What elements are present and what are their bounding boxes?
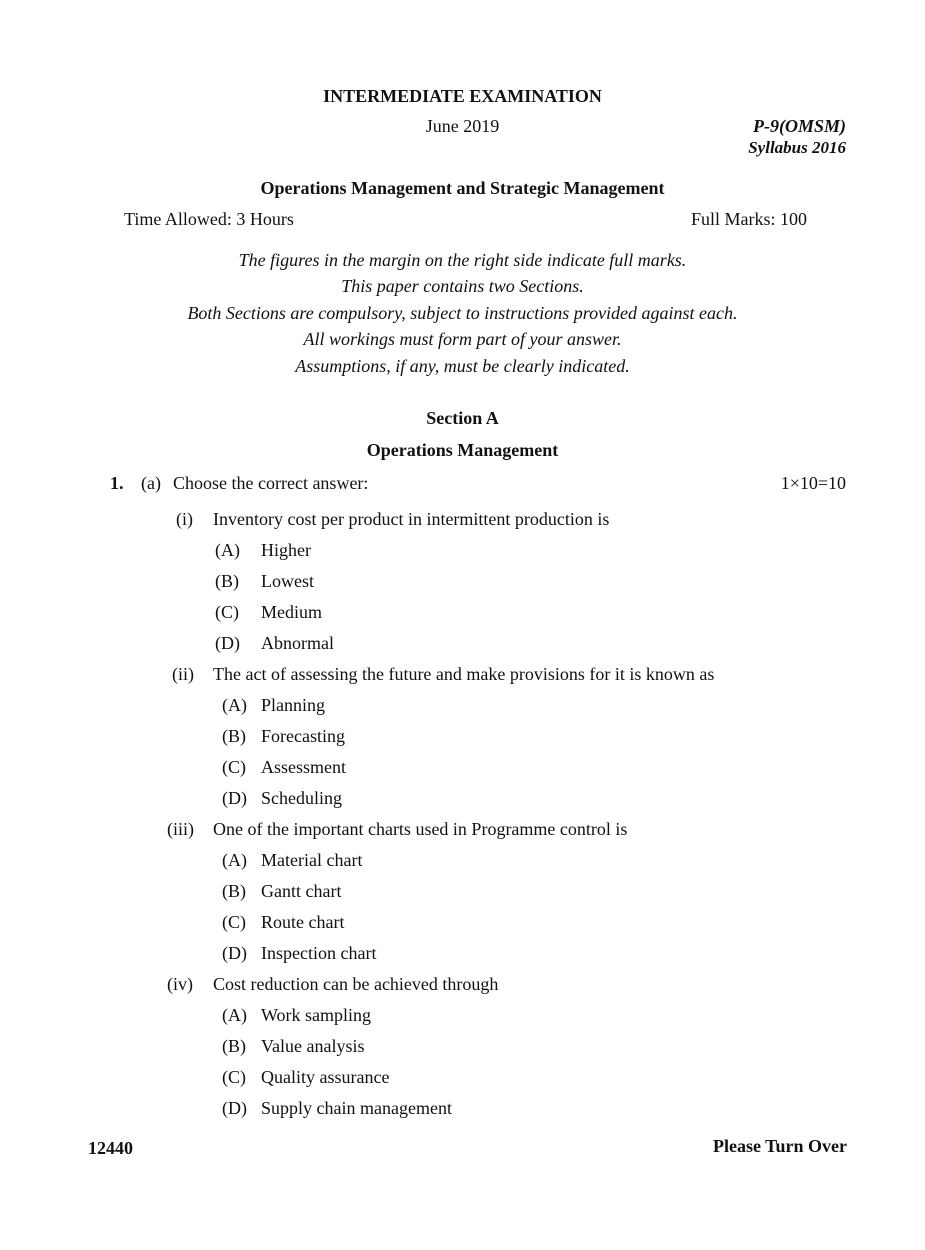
option-label: (D) [222,1098,247,1118]
option-text: Route chart [261,912,345,932]
instruction-line: Both Sections are compulsory, subject to instructions provided against each. [187,303,738,323]
option-label: (A) [222,850,247,870]
option-text: Forecasting [261,726,345,746]
syllabus-label: Syllabus 2016 [748,138,846,157]
option-text: Lowest [261,571,314,591]
item-number: (ii) [172,664,194,684]
option-text: Work sampling [261,1005,372,1025]
paper-code: P-9(OMSM) [753,116,846,136]
instruction-line: The figures in the margin on the right side indicate full marks. [238,250,687,270]
option-text: Medium [261,602,322,622]
item-number: (i) [176,509,193,529]
option-text: Value analysis [261,1036,365,1056]
instruction-line: All workings must form part of your answer. [303,329,622,349]
option-text: Higher [261,540,311,560]
question-prompt: Choose the correct answer: [173,473,369,493]
exam-session: June 2019 [425,116,500,136]
subject-title: Operations Management and Strategic Management [260,178,665,198]
option-label: (A) [222,1005,247,1025]
option-text: Scheduling [261,788,342,808]
option-label: (B) [215,571,239,591]
option-text: Planning [261,695,326,715]
item-number: (iii) [167,819,194,839]
question-number: 1. [110,473,124,493]
item-text: Inventory cost per product in intermittent production is [213,509,610,529]
option-text: Quality assurance [261,1067,390,1087]
question-marks: 1×10=10 [780,473,846,493]
full-marks: Full Marks: 100 [690,209,807,229]
option-label: (A) [222,695,247,715]
option-label: (B) [222,881,246,901]
instruction-line: Assumptions, if any, must be clearly indicated. [295,356,630,376]
item-number: (iv) [167,974,193,994]
option-label: (D) [215,633,240,653]
option-text: Supply chain management [261,1098,452,1118]
option-label: (D) [222,788,247,808]
item-text: The act of assessing the future and make provisions for it is known as [213,664,715,684]
option-text: Inspection chart [261,943,377,963]
option-label: (B) [222,726,246,746]
option-label: (C) [222,912,246,932]
section-subtitle: Operations Management [366,440,559,460]
section-title: Section A [426,408,499,428]
item-text: One of the important charts used in Programme control is [213,819,628,839]
option-label: (C) [222,757,246,777]
option-label: (D) [222,943,247,963]
item-text: Cost reduction can be achieved through [213,974,499,994]
exam-title: INTERMEDIATE EXAMINATION [323,86,602,106]
option-label: (A) [215,540,240,560]
option-text: Abnormal [261,633,334,653]
option-label: (B) [222,1036,246,1056]
option-text: Assessment [261,757,346,777]
option-label: (C) [215,602,239,622]
option-label: (C) [222,1067,246,1087]
option-text: Gantt chart [261,881,342,901]
question-part: (a) [141,473,161,493]
page-code: 12440 [88,1138,133,1158]
option-text: Material chart [261,850,363,870]
instruction-line: This paper contains two Sections. [341,276,584,296]
time-allowed: Time Allowed: 3 Hours [124,209,294,229]
turn-over-note: Please Turn Over [713,1136,847,1156]
